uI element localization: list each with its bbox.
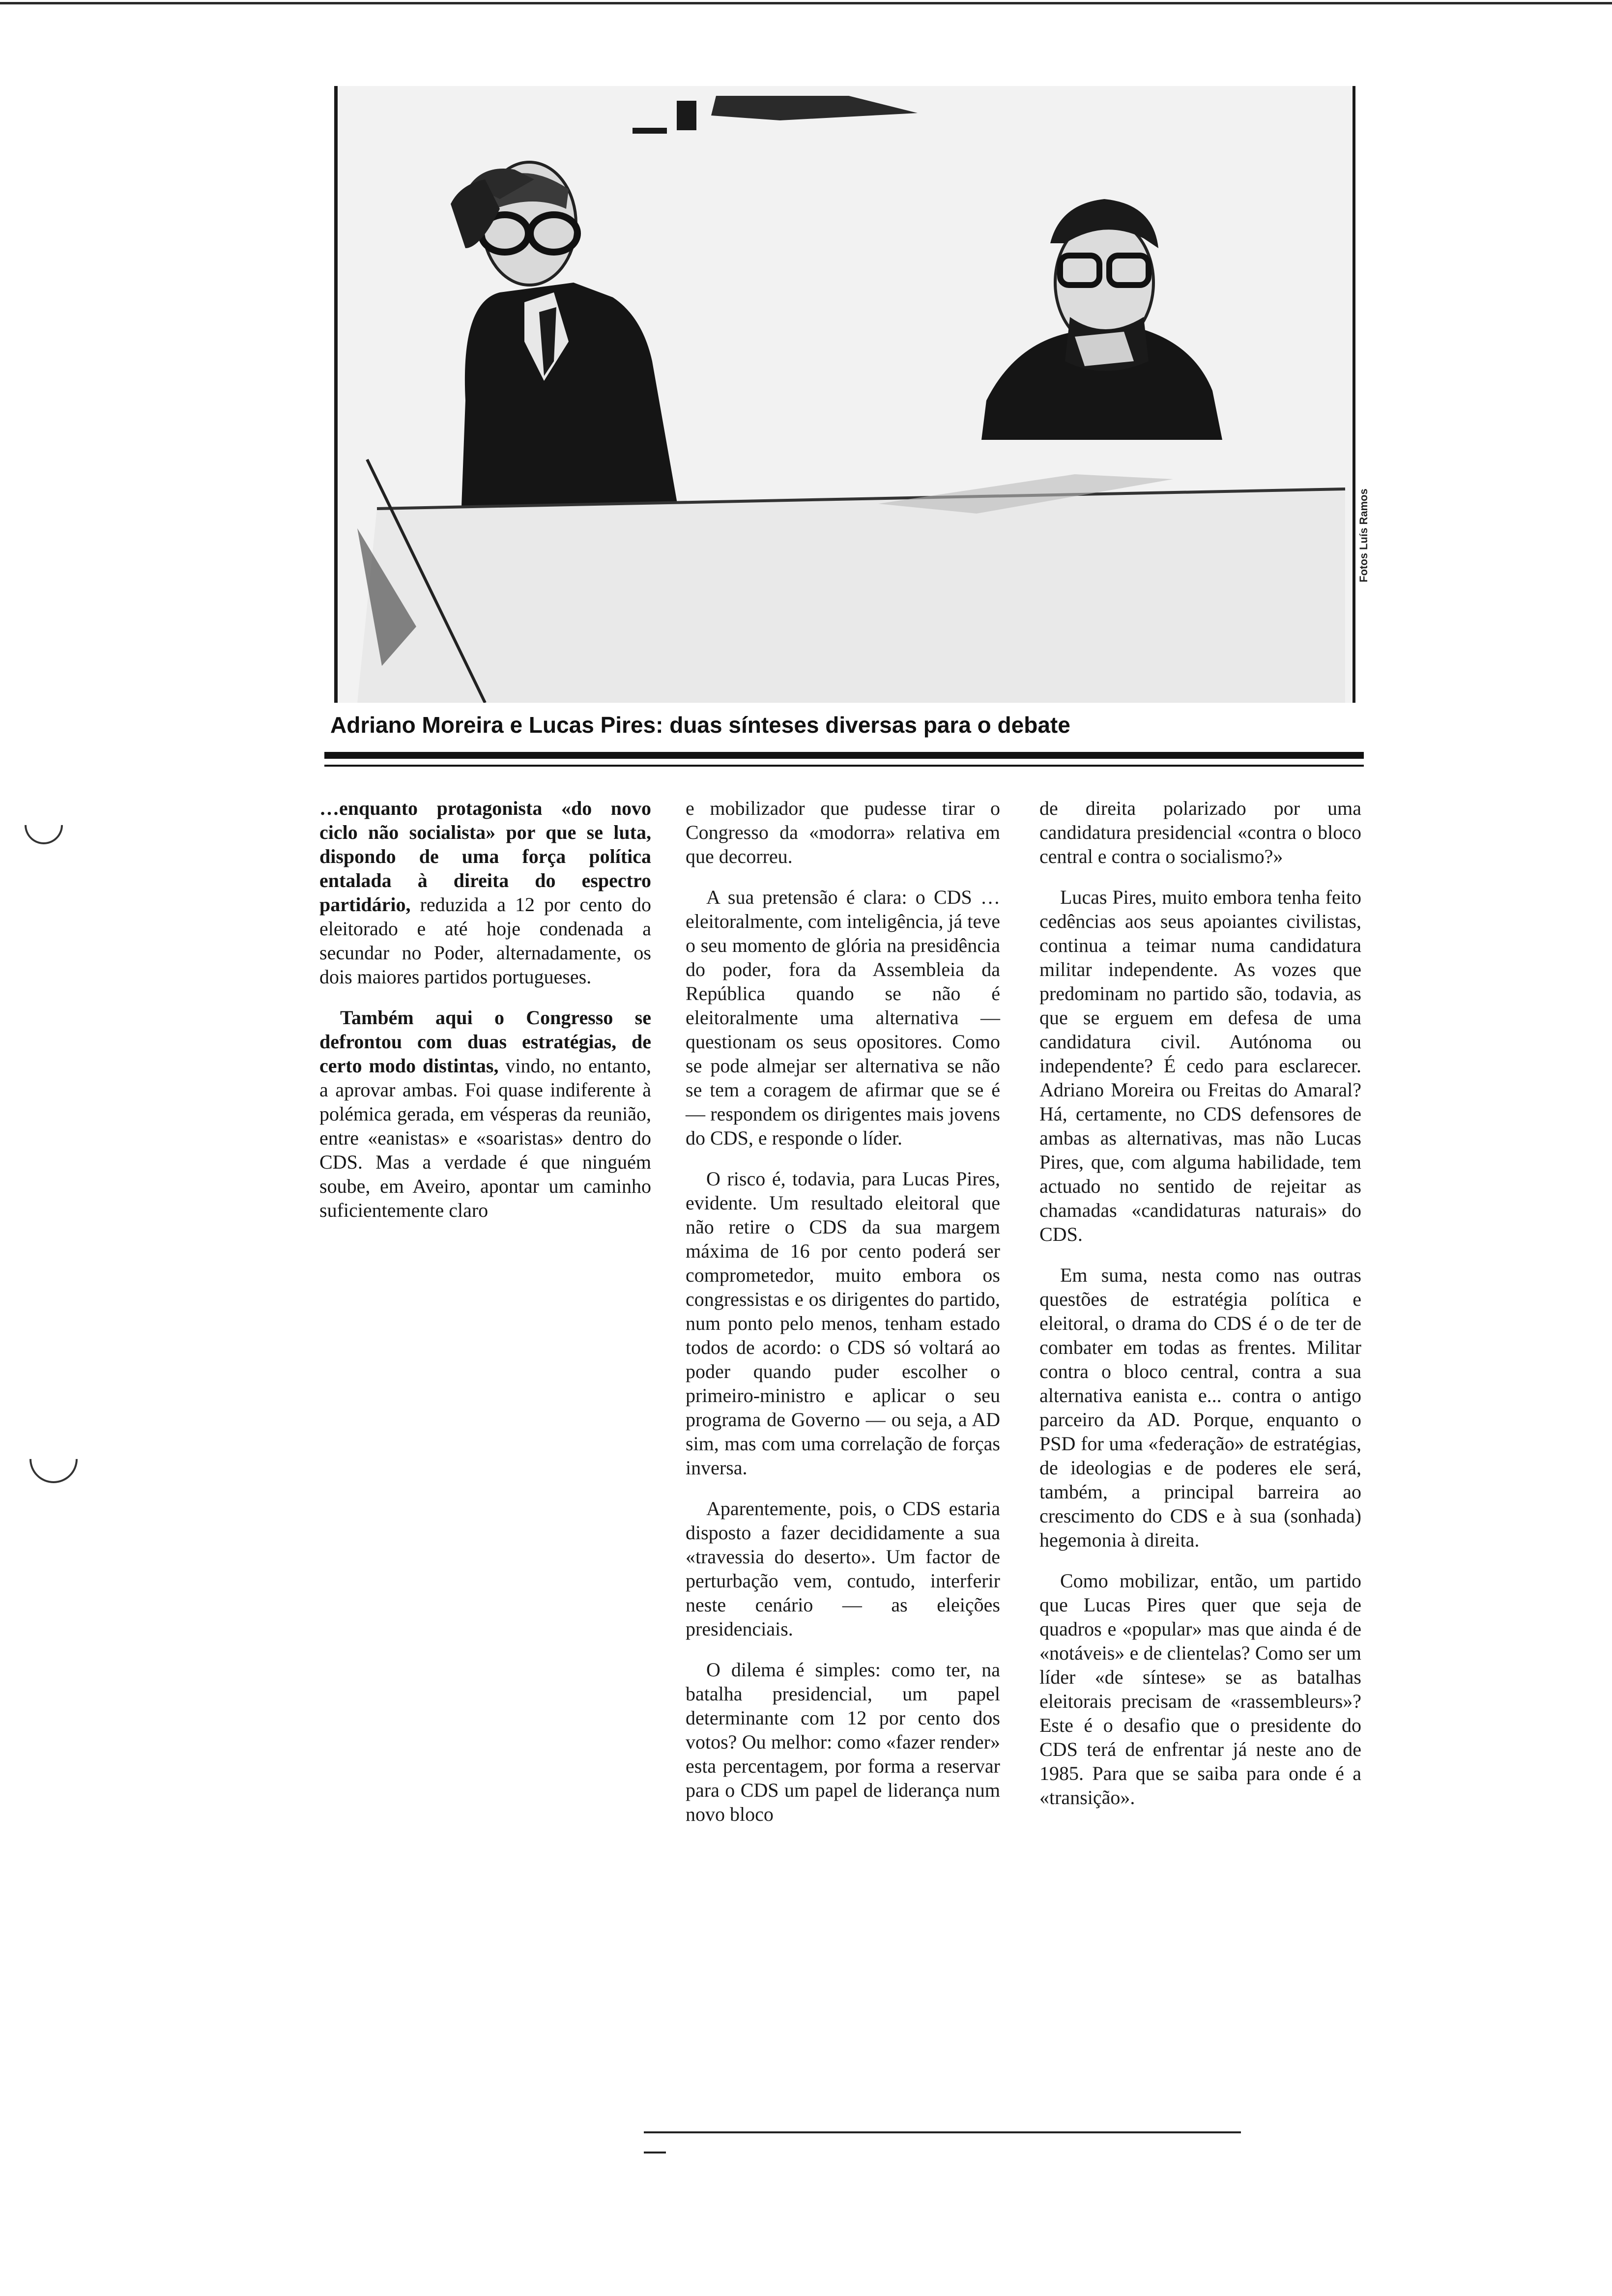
paragraph: Como mobilizar, então, um partido que Lucas Pires quer que seja de quadros e «popular» mas que ainda é de «notáveis» e de clientelas? Como ser um líder «de síntese» se as batalhas eleitorais precisam de «rassembleurs»? Este é o desafio que o presidente do CDS terá de enfrentar já neste ano de 1985. Para que se saiba para onde é a «transição». [1039, 1570, 1361, 1808]
article-column-3 [1039, 796, 1361, 1826]
paragraph: A sua pretensão é clara: o CDS … eleitoralmente, com inteligência, já teve o seu momento de glória na presidência do poder, fora da Assembleia da República quando se não é eleitoralmente uma alternativa — questionam os seus opositores. Como se pode almejar ser alternativa se não se tem a coragem de afirmar que se é — respondem os dirigentes mais jovens do CDS, e responde o líder. [686, 886, 1000, 1149]
paragraph: Em suma, nesta como nas outras questões de estratégia política e eleitoral, o drama do CDS é o de ter de combater em todas as frentes. Militar contra o bloco central, contra a sua alternativa eanista e... contra o antigo parceiro da AD. Porque, enquanto o PSD for uma «federação» de estratégias, de ideologias e de poderes ele será, também, a principal barreira ao crescimento do CDS e à sua (sonhada) hegemonia à direita. [1039, 1264, 1361, 1551]
paragraph: Aparentemente, pois, o CDS estaria disposto a fazer decididamente a sua «travessia do deserto». Um factor de perturbação vem, contudo, interferir neste cenário — as eleições presidenciais. [686, 1497, 1000, 1640]
bold-lead: …enquanto protagonista «do novo ciclo não socialista» por que se luta, dispondo de uma força política entalada à direita do espectro partidário, [319, 797, 651, 916]
photo-credit: Fotos Luís Ramos [1357, 488, 1370, 582]
article-column-1 [319, 796, 651, 1239]
paragraph [319, 796, 651, 989]
paragraph: Lucas Pires, muito embora tenha feito cedências aos seus apoiantes civilistas, continua a teimar numa candidatura militar independente. As vozes que predominam no partido são, todavia, as que se erguem em defesa de uma candidatura civil. Autónoma ou independente? É cedo para esclarecer. Adriano Moreira ou Freitas do Amaral? Há, certamente, no CDS defensores de ambas as alternativas, mas não Lucas Pires, que, com alguma habilidade, tem actuado no sentido de rejeitar as chamadas «candidaturas naturais» do CDS. [1039, 886, 1361, 1245]
punch-hole-mark [20, 1425, 88, 1493]
paragraph: O dilema é simples: como ter, na batalha presidencial, um papel determinante com 12 por cento dos votos? Ou melhor: como «fazer render» esta percentagem, por forma a reservar para o CDS um papel de liderança num novo bloco [686, 1659, 1000, 1825]
caption-rule-thick [324, 752, 1364, 759]
bottom-rule [644, 2131, 1241, 2133]
paragraph: O risco é, todavia, para Lucas Pires, evidente. Um resultado eleitoral que não retire o CDS da sua margem máxima de 16 por cento poderá ser comprometedor, muito embora os congressistas e os dirigentes do partido, num ponto pelo menos, tenham estado todos de acordo: o CDS só voltará ao poder quando puder escolher o primeiro-ministro e aplicar o seu programa de Governo — ou seja, a AD sim, mas com uma correlação de forças inversa. [686, 1168, 1000, 1479]
paragraph-text: vindo, no entanto, a aprovar ambas. Foi quase indiferente à polémica gerada, em vésperas da reunião, entre «eanistas» e «soaristas» dentro do CDS. Mas a verdade é que ninguém soube, em Aveiro, apontar um caminho suficientemente claro [319, 1055, 652, 1221]
bold-lead: Também aqui o Congresso se defrontou com duas estratégias, de certo modo distintas, [319, 1006, 651, 1077]
bottom-rule-stub [644, 2152, 666, 2153]
photo-illustration [338, 86, 1353, 703]
paragraph-text: reduzida a 12 por cento do eleitorado e até hoje condenada a secundar no Poder, alternadamente, os dois maiores partidos portugueses. [319, 893, 651, 988]
paragraph: e mobilizador que pudesse tirar o Congresso da «modorra» relativa em que decorreu. [686, 797, 1000, 867]
punch-hole-mark [17, 798, 71, 852]
news-photo [334, 86, 1355, 703]
paragraph [319, 1005, 651, 1222]
paragraph: de direita polarizado por uma candidatura presidencial «contra o bloco central e contra o socialismo?» [1039, 797, 1361, 867]
article-column-2 [686, 796, 1000, 1843]
caption-rule-thin [324, 765, 1364, 767]
photo-caption: Adriano Moreira e Lucas Pires: duas sínteses diversas para o debate [330, 712, 1070, 738]
top-border-line [0, 2, 1612, 4]
